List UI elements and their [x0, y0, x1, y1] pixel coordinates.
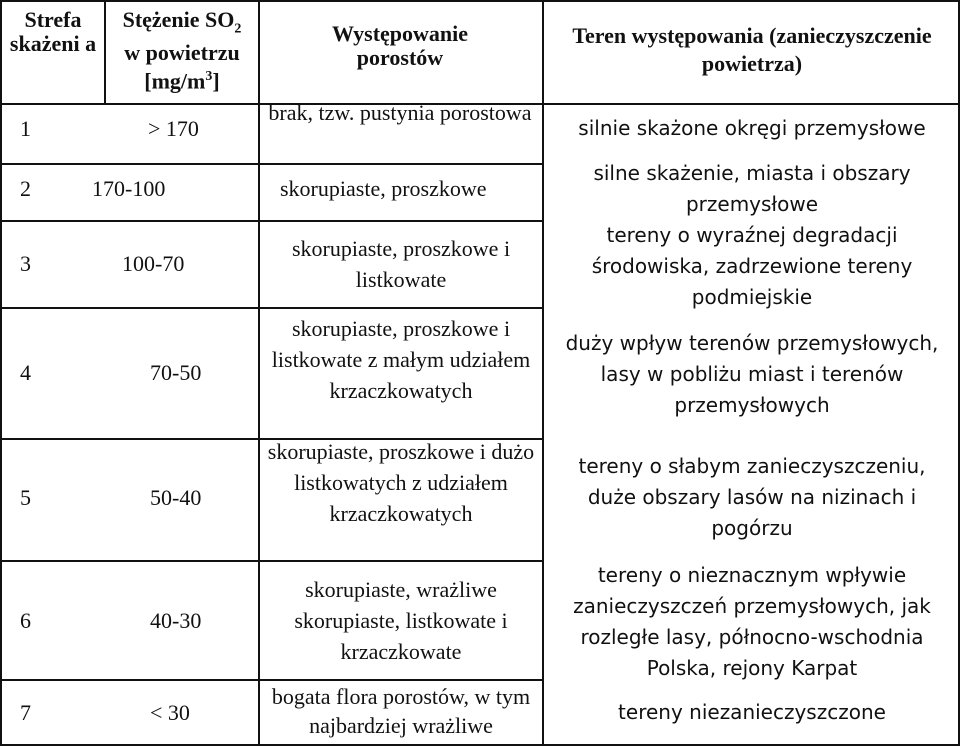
area-1: silnie skażone okręgi przemysłowe — [578, 116, 926, 140]
conc-2: 170-100 — [92, 176, 166, 201]
zone-4: 4 — [20, 360, 31, 385]
header-wystepowanie: Występowanie porostów — [331, 21, 469, 70]
conc-5: 50-40 — [150, 485, 202, 510]
right-hline-header — [544, 103, 960, 105]
lichen-3: skorupiaste, proszkowe i listkowate — [291, 236, 511, 292]
zone-7: 7 — [20, 700, 31, 725]
area-4: duży wpływ terenów przemysłowych, lasy w pobliżu miast i terenów przemysłowych — [565, 331, 939, 417]
zone-2: 2 — [20, 176, 31, 201]
zone-6: 6 — [20, 608, 31, 633]
right-table — [544, 0, 960, 746]
area-7: tereny niezanieczyszczone — [618, 700, 886, 724]
lichen-6: skorupiaste, wrażliwe skorupiaste, listkowate i krzaczkowate — [294, 577, 508, 664]
lichen-4: skorupiaste, proszkowe i listkowate z małym udziałem krzaczkowatych — [271, 316, 531, 403]
area-5: tereny o słabym zanieczyszczeniu, duże obszary lasów na nizinach i pogórzu — [578, 454, 926, 540]
hline-row3 — [0, 307, 544, 309]
conc-3: 100-70 — [122, 251, 185, 276]
header-teren: Teren występowania (zanieczyszczenie powietrza) — [572, 23, 932, 76]
conc-7: < 30 — [150, 700, 190, 725]
lichen-5: skorupiaste, proszkowe i dużo listkowatych z udziałem krzaczkowatych — [267, 439, 535, 526]
hline-top — [0, 0, 544, 2]
divider-stezenie — [258, 0, 260, 746]
lichen-1: brak, tzw. pustynia porostowa — [268, 100, 532, 125]
hline-row6 — [0, 679, 544, 681]
right-hline-top — [544, 0, 960, 2]
header-strefa: Strefa skażeni a — [9, 7, 97, 56]
hline-row2 — [0, 220, 544, 222]
area-6: tereny o nieznacznym wpływie zanieczyszczeń przemysłowych, jak rozległe lasy, północno-wschodnia Polska, rejony Karpat — [573, 563, 931, 680]
area-3: tereny o wyraźnej degradacji środowiska, zadrzewione tereny podmiejskie — [591, 223, 913, 309]
zone-3: 3 — [20, 251, 31, 276]
header-stezenie: Stężenie $SO_2$ w powietrzu $[mg/m^3]$ — [122, 7, 242, 94]
hline-row1 — [0, 163, 544, 165]
left-border — [0, 0, 2, 746]
conc-4: 70-50 — [150, 360, 202, 385]
conc-6: 40-30 — [150, 608, 202, 633]
zone-1: 1 — [20, 116, 31, 141]
lichen-2: skorupiaste, proszkowe — [280, 176, 487, 201]
hline-row5 — [0, 560, 544, 562]
lichen-7: bogata flora porostów, w tym najbardziej wrażliwe — [271, 684, 531, 738]
zone-5: 5 — [20, 485, 31, 510]
conc-1: > 170 — [148, 116, 199, 141]
area-2: silne skażenie, miasta i obszary przemysłowe — [593, 161, 911, 216]
